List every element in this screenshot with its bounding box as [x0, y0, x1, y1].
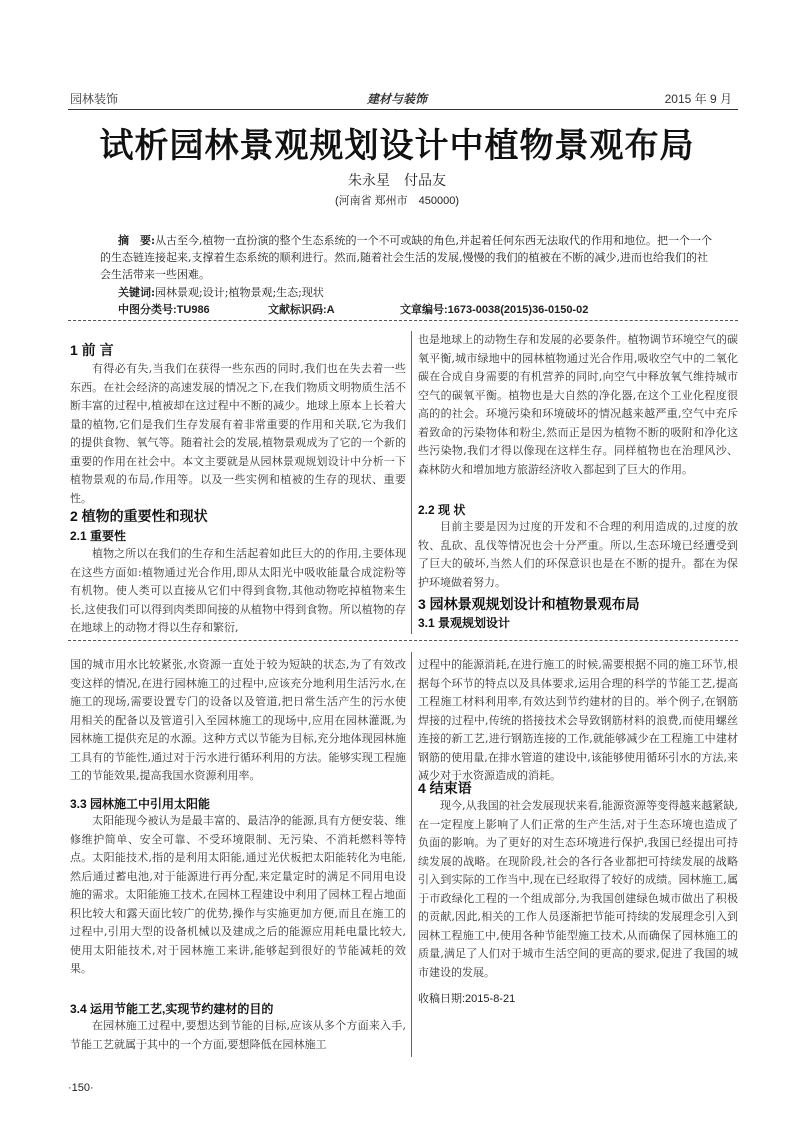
section-4-paragraph: 现今,从我国的社会发展现状来看,能源资源等变得越来越紧缺,在一定程度上影响了人们正常的生产生活,对于生态环境也造成了负面的影响。为了更好的对生态环境进行保护,我国已经提出可持续发展的战略。在现阶段,社会的各行各业都把可持续发展的战略引入到实际的工作当中,现在已经取得了较好的成绩。园林施工,属于市政绿化工程的一个组成部分,为我国创建绿色城市做出了积极的贡献,因此,相关的工作人员逐渐把节能可持续的发展理念引入到园林工程施工中,使用各种节能型施工技术,从而确保了园林施工的质量,满足了人们对于城市生活空间的更高的要求,促进了我国的城市建设的发展。: [418, 799, 738, 979]
abstract-label: 摘 要:: [118, 234, 156, 247]
section-3-heading: 3 园林景观规划设计和植物景观布局: [418, 596, 640, 612]
keywords-label: 关键词:: [118, 286, 156, 299]
section-3-4-paragraph: 在园林施工过程中,要想达到节能的目标,应该从多个方面来入手,节能工艺就属于其中的一个方面,要想降低在园林施工: [70, 1019, 406, 1051]
keywords-text: 园林景观;设计;植物景观;生态;现状: [155, 286, 324, 299]
section-1-heading: 1 前 言: [70, 342, 114, 358]
page-number: ·150·: [68, 1082, 94, 1094]
abstract-text: 从古至今,植物一直扮演的整个生态系统的一个不可或缺的角色,并起着任何东西无法取代的作用和地位。把一个一个的生态链连接起来,支撑着生态系统的顺利进行。然而,随着社会生活的发展,慢慢的我们的植被在不断的减少,进而也给我们的社会生活带来一些困难。: [100, 234, 713, 281]
section-3-3-heading: 3.3 园林施工中引用太阳能: [70, 797, 211, 811]
section-2-2-heading: 2.2 现 状: [418, 503, 466, 517]
header-date: 2015 年 9 月: [664, 92, 732, 106]
section-2-1-heading: 2.1 重要性: [70, 529, 127, 543]
affiliation: (河南省 郑州市 450000): [334, 195, 460, 207]
header-rule: [68, 109, 738, 110]
section-3-3-paragraph: 太阳能现今被认为是最丰富的、最洁净的能源,具有方便安装、维修维护简单、安全可靠、不受环境限制、无污染、不消耗燃料等特点。太阳能技术,指的是利用太阳能,通过光伏板把太阳能转化为电能,然后通过蓄电池,对于能源进行再分配,来定量定时的满足不同用电设施的需求。太阳能施工技术,在园林工程建设中利用了园林工程占地面积比较大和露天面比较广的优势,操作与实施更加方便,而且在施工的过程中,引用大型的设备机械以及建成之后的能源应用耗电量比较大,使用太阳能技术,对于园林施工来讲,能够起到很好的节能减耗的效果。: [70, 814, 406, 975]
section-2-1-paragraph-cont: 也是地球上的动物生存和发展的必要条件。植物调节环境空气的碳氧平衡,城市绿地中的园林植物通过光合作用,吸收空气中的二氧化碳在合成自身需要的有机营养的同时,向空气中释放氧气维持城市空气的碳氧平衡。植物也是大自然的净化器,在这个工业化程度很高的的社会。环境污染和环境破坏的情况越来越严重,空气中充斥着致命的污染物体和粉尘,然而正是因为植物不断的吸附和净化这些污染物,我们才得以像现在这样生存。同样植物也在治理风沙、森林防火和增加地方旅游经济收入都起到了巨大的作用。: [418, 333, 738, 476]
article-number: 文章编号:1673-0038(2015)36-0150-02: [400, 304, 589, 316]
section-2-1-paragraph: 植物之所以在我们的生存和生活起着如此巨大的的作用,主要体现在这些方面如:植物通过光合作用,即从太阳光中吸收能量合成淀粉等有机物。使人类可以直接从它们中得到食物,其他动物吃掉植物来生长,这使我们可以得到肉类即间接的从植物中得到食物。所以植物的存在地球上的动物才得以生存和繁衍,: [70, 547, 406, 634]
abstract: [100, 232, 716, 283]
document-code: 文献标识码:A: [268, 304, 335, 316]
mid-page-rule: [68, 640, 738, 641]
section-1-paragraph: 有得必有失,当我们在获得一些东西的同时,我们也在失去着一些东西。在社会经济的高速发展的情况之下,在我们物质文明物质生活不断丰富的过程中,植被却在这过程中不断的减少。地球上原本上长着大量的植物,它们是我们生存发展有着非常重要的作用和关联,它为我们的提供食物、氧气等。随着社会的发展,植物景观成为了它的一个新的重要的作用在社会中。本文主要就是从园林景观规划设计中分析一下植物景观的布局,作用等。以及一些实例和植被的生存的现状、重要性。: [70, 362, 406, 505]
keywords: [118, 284, 324, 300]
authors: 朱永星 付品友: [348, 173, 446, 189]
section-3-4-paragraph-cont: 过程中的能源消耗,在进行施工的时候,需要根据不同的施工环节,根据每个环节的特点以及具体要求,运用合理的科学的节能工艺,提高工程施工材料利用率,有效达到节约建材的目的。举个例子,在钢筋焊接的过程中,传统的搭接技术会导致钢筋材料的浪费,而使用螺丝连接的新工艺,进行钢筋连接的工作,就能够减少在工程施工中建材钢筋的使用量,在排水管道的建设中,该能够使用循环引水的方法,来减少对于水资源造成的消耗。: [418, 658, 738, 782]
header-journal-section: 园林装饰: [70, 92, 119, 106]
section-3-2-paragraph-cont: 国的城市用水比较紧张,水资源一直处于较为短缺的状态,为了有效改变这样的情况,在进行园林施工的过程中,应该充分地利用生活污水,在施工的现场,需要设置专门的设备以及管道,把日常生活产生的污水使用相关的配备以及管道引入至园林施工的现场中,应用在园林灌溉,为园林施工提供充足的水源。这种方式以节能为目标,充分地体现园林施工具有的节能性,通过对于污水进行循环利用的方法。能够实现工程施工的节能效果,提高我国水资源利用率。: [70, 658, 406, 782]
section-2-2-paragraph: 目前主要是因为过度的开发和不合理的利用造成的,过度的放牧、乱砍、乱伐等情况也会十分严重。所以,生态环境已经遭受到了巨大的破坏,当然人们的环保意识也是在不断的提升。都在为保护环境做着努力。: [418, 520, 738, 589]
column-divider-top: [411, 331, 412, 634]
section-3-1-heading: 3.1 景观规划设计: [418, 616, 511, 630]
abstract-rule: [68, 320, 738, 321]
section-2-heading: 2 植物的重要性和现状: [70, 508, 208, 524]
section-4-heading: 4 结束语: [418, 780, 472, 796]
clc-number: 中图分类号:TU986: [118, 304, 210, 316]
header-journal-name: 建材与装饰: [366, 92, 427, 106]
section-3-4-heading: 3.4 运用节能工艺,实现节约建材的目的: [70, 1002, 274, 1016]
column-divider-bottom: [411, 652, 412, 1057]
paper-title: 试析园林景观规划设计中植物景观布局: [99, 126, 695, 166]
received-date: 收稿日期:2015-8-21: [418, 993, 516, 1005]
